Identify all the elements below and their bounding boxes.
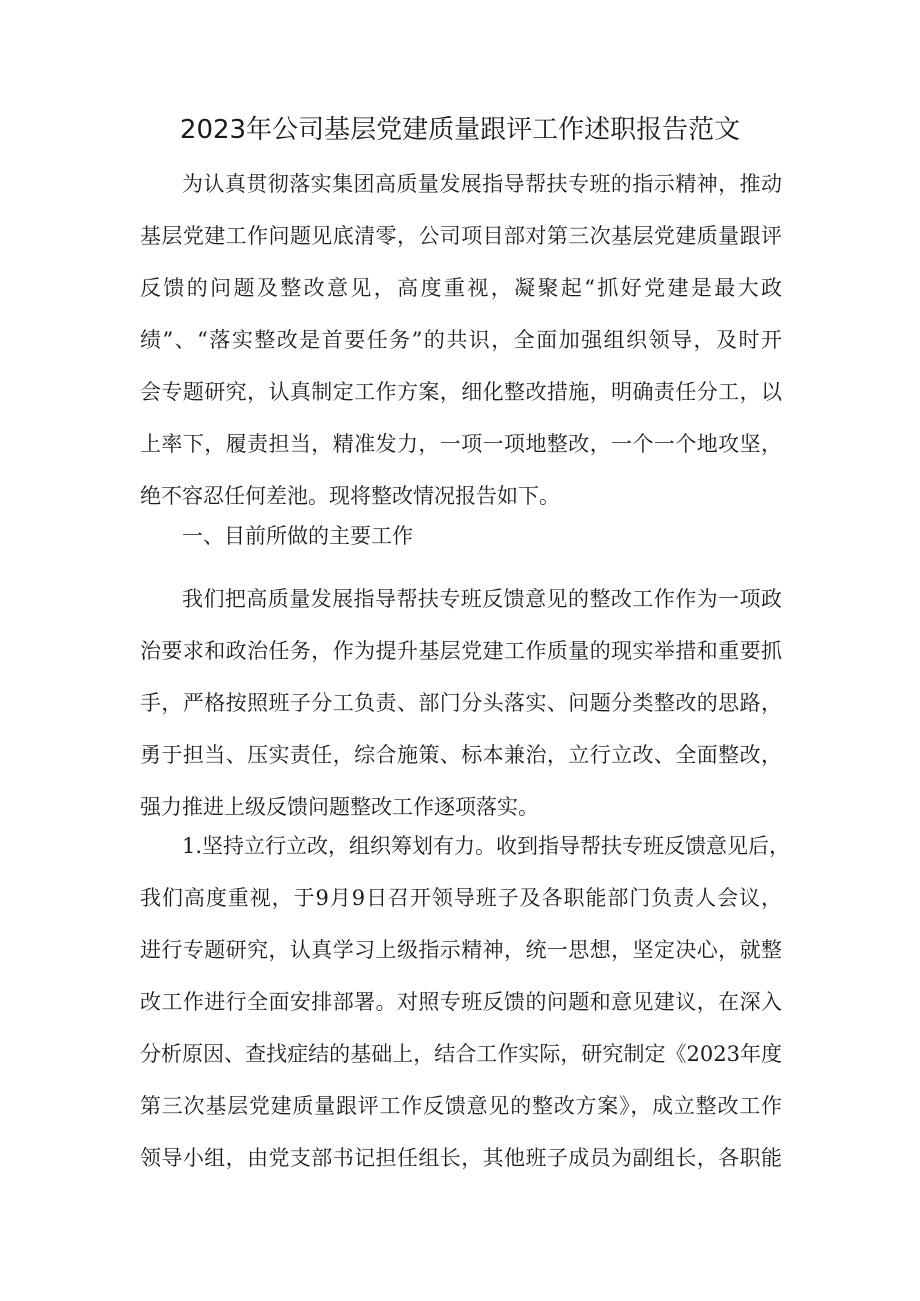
paragraph-line: 绩”、“落实整改是首要任务”的共识，全面加强组织领导，及时开 — [140, 328, 782, 352]
paragraph-line: 分析原因、查找症结的基础上，结合工作实际，研究制定《2023年度 — [140, 1042, 782, 1066]
paragraph-line: 改工作进行全面安排部署。对照专班反馈的问题和意见建议，在深入 — [140, 990, 782, 1014]
paragraph-line: 第三次基层党建质量跟评工作反馈意见的整改方案》，成立整改工作 — [140, 1094, 782, 1118]
paragraph-line: 勇于担当、压实责任，综合施策、标本兼治，立行立改、全面整改， — [140, 743, 782, 767]
paragraph-line: 会专题研究，认真制定工作方案，细化整改措施，明确责任分工，以 — [140, 380, 782, 404]
section-heading-text: 一、目前所做的主要工作 — [182, 524, 413, 548]
paragraph-line: 手，严格按照班子分工负责、部门分头落实、问题分类整改的思路， — [140, 691, 782, 715]
paragraph-main-work — [140, 573, 782, 833]
paragraph-line: 我们高度重视，于9月9日召开领导班子及各职能部门负责人会议， — [140, 886, 782, 910]
paragraph-line: 治要求和政治任务，作为提升基层党建工作质量的现实举措和重要抓 — [140, 639, 782, 663]
paragraph-line: 上率下，履责担当，精准发力，一项一项地整改，一个一个地攻坚， — [140, 432, 782, 456]
paragraph-line: 反馈的问题及整改意见，高度重视，凝聚起“抓好党建是最大政 — [140, 276, 782, 300]
paragraph-item-1 — [140, 820, 791, 1184]
paragraph-line: 1.坚持立行立改，组织筹划有力。收到指导帮扶专班反馈意见后， — [182, 834, 791, 858]
paragraph-intro — [140, 158, 782, 522]
paragraph-line: 领导小组，由党支部书记担任组长，其他班子成员为副组长，各职能 — [140, 1146, 782, 1170]
paragraph-line: 强力推进上级反馈问题整改工作逐项落实。 — [140, 795, 539, 819]
section-heading-1 — [140, 510, 782, 562]
paragraph-line: 进行专题研究，认真学习上级指示精神，统一思想，坚定决心，就整 — [140, 938, 782, 962]
paragraph-line: 基层党建工作问题见底清零，公司项目部对第三次基层党建质量跟评 — [140, 224, 782, 248]
document-title: 2023年公司基层党建质量跟评工作述职报告范文 — [179, 115, 741, 145]
paragraph-line: 我们把高质量发展指导帮扶专班反馈意见的整改工作作为一项政 — [182, 587, 782, 611]
paragraph-line: 绝不容忍任何差池。现将整改情况报告如下。 — [140, 484, 560, 508]
paragraph-line: 为认真贯彻落实集团高质量发展指导帮扶专班的指示精神，推动 — [182, 172, 782, 196]
